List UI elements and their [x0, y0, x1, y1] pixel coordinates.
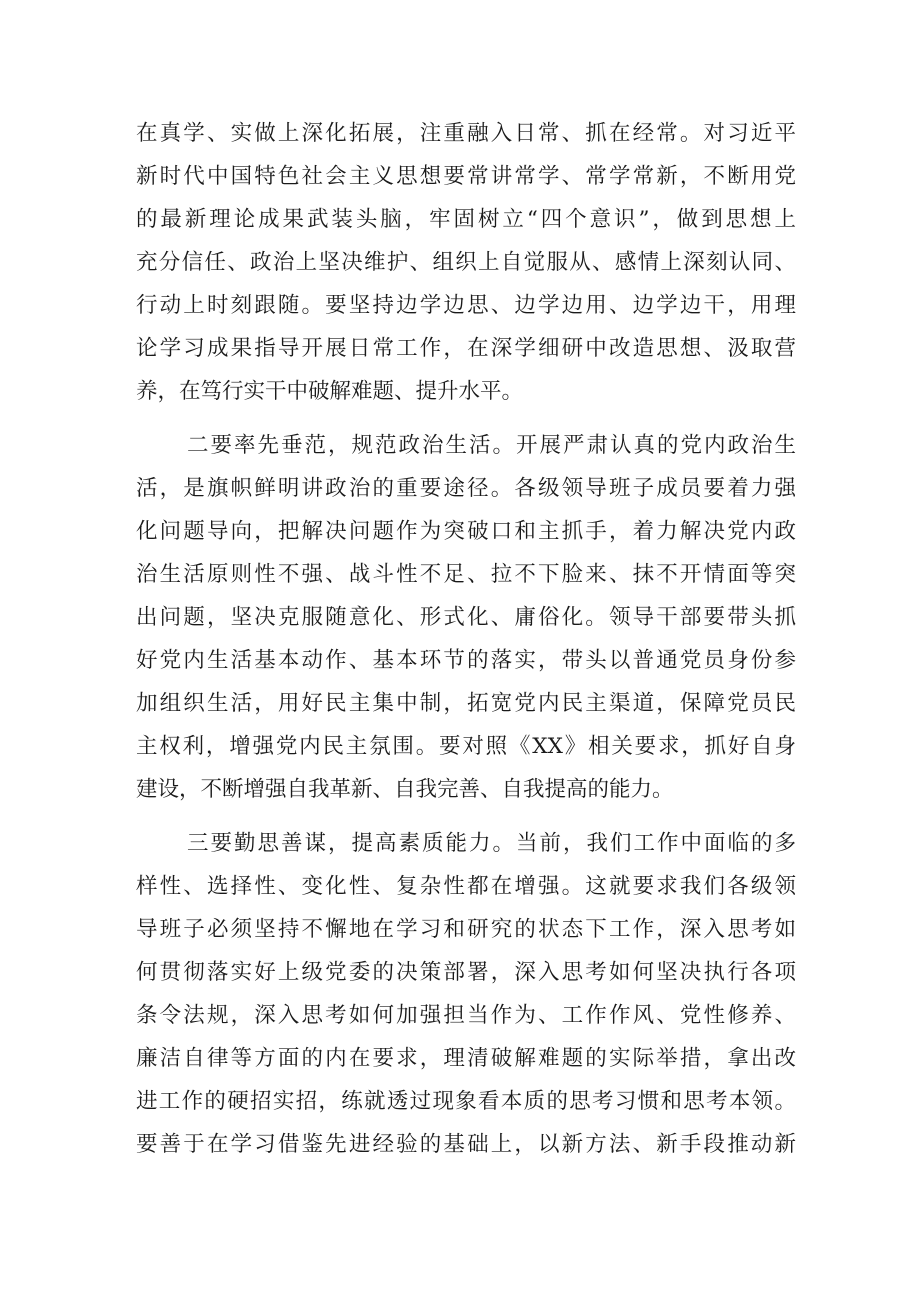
text-line: 论学习成果指导开展日常工作，在深学细研中改造思想、汲取营: [136, 336, 796, 361]
text-line: 廉洁自律等方面的内在要求，理清破解难题的实际举措，拿出改: [136, 1046, 796, 1071]
text-line: 化问题导向，把解决问题作为突破口和主抓手，着力解决党内政: [136, 519, 796, 544]
text-line: 养，在笃行实干中破解难题、提升水平。: [136, 379, 524, 404]
text-line: 充分信任、政治上坚决维护、组织上自觉服从、感情上深刻认同、: [136, 250, 796, 275]
text-line: 的最新理论成果武装头脑，牢固树立“四个意识”，做到思想上: [136, 207, 796, 232]
text-line: 条令法规，深入思考如何加强担当作为、工作作风、党性修养、: [136, 1003, 796, 1028]
paragraph-3: [136, 822, 796, 1166]
paragraph-1: [136, 112, 796, 413]
text-line: 加组织生活，用好民主集中制，拓宽党内民主渠道，保障党员民: [136, 691, 796, 716]
text-line: 三要勤思善谋，提高素质能力。当前，我们工作中面临的多: [187, 831, 796, 856]
text-line: 活，是旗帜鲜明讲政治的重要途径。各级领导班子成员要着力强: [136, 476, 796, 501]
text-line: 主权利，增强党内民主氛围。要对照《XX》相关要求，抓好自身: [136, 734, 796, 759]
text-line: 导班子必须坚持不懈地在学习和研究的状态下工作，深入思考如: [136, 917, 796, 942]
text-line: 建设，不断增强自我革新、自我完善、自我提高的能力。: [136, 777, 674, 802]
text-line: 行动上时刻跟随。要坚持边学边思、边学边用、边学边干，用理: [136, 293, 796, 318]
text-line: 新时代中国特色社会主义思想要常讲常学、常学常新，不断用党: [136, 164, 796, 189]
text-line: 在真学、实做上深化拓展，注重融入日常、抓在经常。对习近平: [136, 121, 796, 146]
document-body: [136, 112, 796, 1166]
text-line: 治生活原则性不强、战斗性不足、拉不下脸来、抹不开情面等突: [136, 562, 796, 587]
text-line: 进工作的硬招实招，练就透过现象看本质的思考习惯和思考本领。: [136, 1089, 796, 1114]
text-line: 出问题，坚决克服随意化、形式化、庸俗化。领导干部要带头抓: [136, 605, 796, 630]
text-line: 样性、选择性、变化性、复杂性都在增强。这就要求我们各级领: [136, 874, 796, 899]
paragraph-2: [136, 424, 796, 811]
text-line: 二要率先垂范，规范政治生活。开展严肃认真的党内政治生: [187, 433, 796, 458]
text-line: 要善于在学习借鉴先进经验的基础上，以新方法、新手段推动新: [136, 1132, 796, 1157]
text-line: 何贯彻落实好上级党委的决策部署，深入思考如何坚决执行各项: [136, 960, 796, 985]
text-line: 好党内生活基本动作、基本环节的落实，带头以普通党员身份参: [136, 648, 796, 673]
